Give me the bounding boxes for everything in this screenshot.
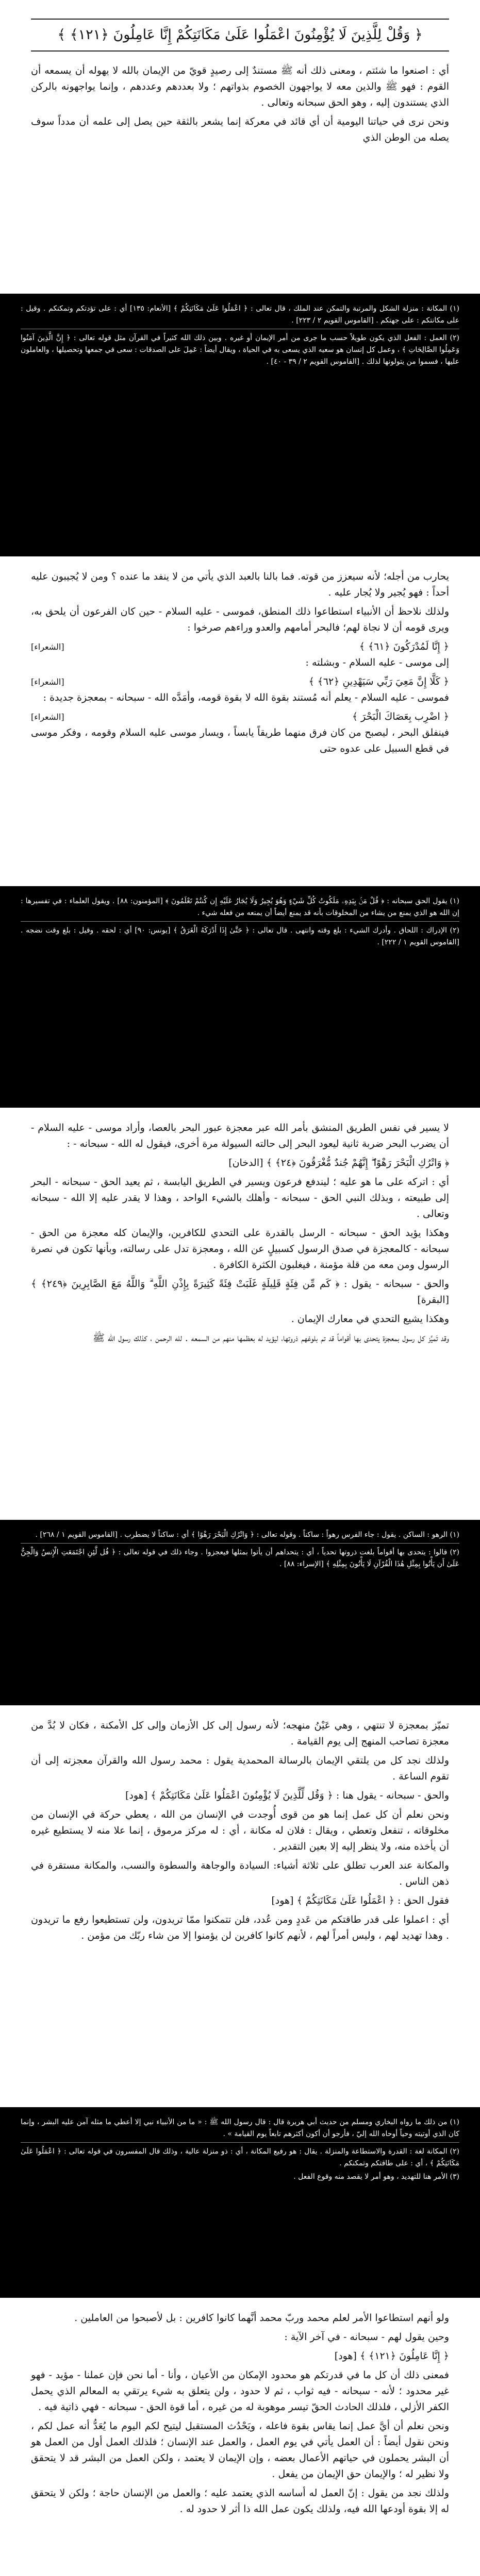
body-text xyxy=(0,725,480,757)
footnote: (٢) المكانة لغة : القدرة والاستطاعة والمنزلة . يقال : هو رفيع المكانة ، أي : ذو منزلة عالية ، وذلك قال المفسرون في قوله تعالى : ﴿ اعْمَلُوا عَلَىٰ مَكَانَتِكُمْ ﴾ ، أي : على طاقتكم وتمكنكم . xyxy=(21,2147,459,2167)
page-4 xyxy=(0,1705,480,2298)
paragraph: ولذلك نجد كل من يلتقي الإيمان بالرسالة المحمدية يقول : محمد رسول الله والقرآن معجزته إلى أن تقوم الساعة . xyxy=(31,1755,449,1782)
footnote-separator xyxy=(21,2142,459,2143)
paragraph: ﴿ إِنَّا عَامِلُونَ ﴿١٢١﴾ ﴾ [هود] xyxy=(334,2350,449,2362)
paragraph: ﴿ وَاتْرُكِ الْبَحْرَ رَهْوًا ۖ إِنَّهُمْ جُندٌ مُّغْرَقُونَ ﴿٢٤﴾ ﴾ [الدخان] xyxy=(228,1157,449,1168)
paragraph: وهكذا يشيع التحدي في معارك الإيمان . xyxy=(291,1313,449,1325)
paragraph: وقد تَميَّز كل رسول بمعجزة يتحدى بها أقواماً قد تم بلوغهم ذروتها، ليؤيد له بعظمها منهم من السمعه . لله الرحمن ، كذلك رسول الله ﷺ xyxy=(93,1332,449,1344)
footnote: (٢) العمل : الفعل الذي يكون طويلاً حسب ما جرى من أمر الإيمان أو غيره . وبين ذلك الله كثيراً في القرآن مثل قوله تعالى : ﴿ إِنَّ الَّذِينَ آمَنُوا وَعَمِلُوا الصَّالِحَاتِ ﴾ ، وعمل كل إنسان هو سعيه الذي يسعى به في الحياة ، ويقال أيضاً : عَمِلَ على الصدقات : سعى في جمعها وتحصيلها ، والعاملون عليها ، فسموا من يتولونها لذلك . [القاموس القويم ٢ / ٣٩ - ٤٠] . xyxy=(21,334,459,366)
paragraph: فمعنى ذلك أن كل ما في قدرتكم هو محدود الإمكان من الأعيان ، وأنا - أما نحن فإن عملنا - مؤيد - فهو غير محدود ؛ لأنه - سبحانه - فيه ثواب ، ثم لا حدود ، ولن يتعلق به شيء يرتقي به المعالم الذي يحمل الكفر الأزلي ، فلذلك الحادث الحقّ تيسر موهوبة له من غيره ، أما قوة الحق - سبحانه - فهي ذاتية فيه . xyxy=(31,2369,449,2413)
paragraph: ونحن نرى في حياتنا اليومية أن أي قائد في معركة إنما يشعر بالثقة حين يصل إلى علمه أن مدداً سوف يصله من الوطن الذي xyxy=(31,116,449,143)
paragraph: يحارب من أجله؛ لأنه سيعزز من قوته. فما بالنا بالعبد الذي يأتي من لا ينفد ما عنده ؟ ومن لا يُجيبون عليه أحداً : فهو يُجير ولا يُجار عليه . xyxy=(31,571,449,598)
footnote: (١) المكانة : منزلة الشكل والمرتبة والتمكن عند الملك ، قال تعالى : ﴿ اعْمَلُوا عَلَىٰ مَكَانَتِكُمْ ﴾ [الأنعام: ١٣٥] أي : على تؤدتكم وتمكنكم . وقيل : على مكانتكم : على جهتكم . [القاموس القويم ٢ / ٢٢٣] . xyxy=(21,304,459,325)
body-text xyxy=(0,63,480,146)
footnote: (٢) قالوا : يتحدى بها أقواماً بلغت ذروتها تحدياً ، أي : يتحداهم أن يأتوا بمثلها فيعجزوا . وجاء ذلك في قوله تعالى : ﴿ قُل لَّئِنِ اجْتَمَعَتِ الْإِنسُ وَالْجِنُّ عَلَىٰ أَن يَأْتُوا بِمِثْلِ هَٰذَا الْقُرْآنِ لَا يَأْتُونَ بِمِثْلِهِ ﴾ [الإسراء: ٨٨] . xyxy=(21,1548,459,1568)
page-3 xyxy=(0,1108,480,1705)
paragraph: والمكانة عند العرب تطلق على ثلاثة أشياء: السيادة والوجاهة والسطوة والنسب، والمكانة مستقرة في ذهن الناس . xyxy=(31,1860,449,1887)
footnote: (٢) الإدراك : اللحاق . وأدرك الشيء : بلغ وقته وانتهى . قال تعالى : ﴿ حَتَّىٰ إِذَا أَدْرَكَهُ الْغَرَقُ ﴾ [يونس: ٩٠] أي : لحقه . وقيل : بلغ وقت نضجه . [القاموس القويم ١ / ٢٢٢] . xyxy=(21,926,459,946)
verse-quote xyxy=(0,709,480,725)
paragraph: فينفلق البحر ، ليصبح من كان فرق منهما طريقاً يابساً ، ويسار موسى عليه السلام وقومه ، وفكر موسى في قطع السبيل على عدوه حتى xyxy=(31,727,449,754)
paragraph: ولو أنهم استطاعوا الأمر لعلم محمد وربّ محمد أنَّهما كانوا كافرين : بل لأصبحوا من العاملين . xyxy=(74,2312,449,2324)
paragraph: إلى موسى - عليه السلام - وبشلته : xyxy=(305,657,449,668)
footnotes-box xyxy=(0,2107,480,2298)
paragraph: فقول الحق : ﴿ اعْمَلُوا عَلَىٰ مَكَانَتِكُمْ ﴾ [هود] xyxy=(271,1895,449,1906)
verse-quote xyxy=(0,674,480,690)
paragraph: لا يسير في نفس الطريق المنشق بأمر الله عبر معجزة عبور البحر بالعصا، وأراد موسى - عليه السلام - أن يضرب البحر ضربة ثانية ليعود البحر إلى حالته السيولة مرة أخرى، فيقول له الله - سبحانه - : xyxy=(31,1122,449,1149)
verse-reference: [الشعراء] xyxy=(31,712,64,722)
footnotes-box xyxy=(0,886,480,1108)
footnote: (٣) الأمر هنا للتهديد ، وهو أمر لا يقصد منه وقوع الفعل . xyxy=(293,2173,459,2181)
page-5 xyxy=(0,2298,480,2576)
paragraph: ولذلك نجد من يقول : إنّ العمل له أساسه الذي يعتمد عليه ؛ والعمل من الإنسان حاجة ؛ ولكن لا يتحقق له إلا بقوة أودعها الله فيه، ولذلك يكون عمل الله ذا أثر لا حدود له . xyxy=(31,2487,449,2515)
body-text xyxy=(0,569,480,636)
footnotes-box xyxy=(0,1520,480,1705)
paragraph: ونحن نعلم أن أيَّ عمل إنما يقاس بقوة فاعله ، ويَحْدُث المستقبل ليتيح لكم اليوم ما يُعَدُّ أنه عمل لكم ، ونحن نقول أيضاً : أن العمل يأتي في يوم العمل ، والعمل عند الإنسان ؛ فلذلك العمل أول من العمل هو أن البشر يحملون في حياتهم الأعمال بعضه ، وإن الإيمان لا يعتمد ، ولكن العمل من البشر قد لا يتحقق ولا نظير له ؛ والإيمان حق الإيمان من يفعل . xyxy=(31,2420,449,2480)
verse-header-banner: ﴿ وَقُلْ لِلَّذِينَ لَا يُؤْمِنُونَ اعْمَلُوا عَلَىٰ مَكَانَتِكُمْ إِنَّا عَامِلُونَ ﴿١٢١﴾ ﴾ xyxy=(31,19,449,52)
paragraph: ونحن نعلم أن كل عمل إنما هو من قوى أُوجدت في الإنسان من الله ، يعطي حركة في الإنسان من مخلوقاته ، تنفعل وتعطي ، ويقال : فلان له مكانة ، أي : له مركز مرموق ، إنما علا منه لا يستطيع غيره أن يأخذه منه، ولا ينظر إليه إلا بعين التقدير . xyxy=(31,1809,449,1852)
paragraph: أي : اصنعوا ما شئتم ، ومعنى ذلك أنه ﷺ مستندٌ إلى رصيدٍ قويّ من الإيمان بالله لا يهوله أن يسمعه أن القوم : فهو ﷺ والذين معه لا يواجهون الخصوم بذواتهم ؛ ولا بعددهم وعددهم ، وإنما يواجهونه بالركن الذي يستندون إليه ، وهو الحق سبحانه وتعالى . xyxy=(31,65,449,108)
footnotes-box xyxy=(0,294,480,556)
verse-text: ﴿ إِنَّا لَمُدْرَكُونَ ﴿٦١﴾ ﴾ xyxy=(359,641,449,652)
paragraph: ولذلك نلاحظ أن الأنبياء استطاعوا ذلك المنطق، فموسى - عليه السلام - حين كان الفرعون أن يلحق به، ويرى قومه أن لا نجاة لهم؛ فالبحر أمامهم والعدو وراءهم صرخوا : xyxy=(31,606,449,633)
verse-quote xyxy=(0,639,480,655)
footnote-separator xyxy=(21,1543,459,1544)
verse-text: ﴿ كَلَّا إِنَّ مَعِيَ رَبِّي سَيَهْدِينِ ﴿٦٢﴾ ﴾ xyxy=(308,676,449,687)
footnote: (١) الرهو : الساكن . يقول : جاء الفرس رهواً : ساكناً . وقوله تعالى : ﴿ وَاتْرُكِ الْبَحْرَ رَهْوًا ﴾ أي : ساكناً لا يضطرب . [القاموس القويم ١ / ٢٦٨] . xyxy=(35,1531,459,1539)
page-1 xyxy=(0,0,480,556)
paragraph: فموسى - عليه السلام - يعلم أنه مُستند بقوة الله لا بقوة قومه، وأمَدَّه الله - سبحانه - بمعجزة جديدة : xyxy=(43,692,449,703)
paragraph: تميّز بمعجزة لا تنتهي ، وهي عَيْنُ منهجه؛ لأنه رسول إلى كل الأزمان وإلى كل الأمكنة ، فكان لا بُدَّ من معجزة تصاحب المنهج إلى يوم القيامة . xyxy=(31,1720,449,1747)
body-text xyxy=(0,1718,480,1944)
body-text xyxy=(0,1120,480,1346)
paragraph: أي : اتركه على ما هو عليه ؛ ليندفع فرعون ويسير في الطريق اليابسة ، ثم يعيد الحق - سبحانه - البحر إلى طبيعته ، وبذلك النبي الحق - سبحانه - وأهلك بالشيء الواحد ، وهذا لا يقدر عليه إلا الله - سبحانه وتعالى . xyxy=(31,1176,449,1219)
body-text xyxy=(0,2310,480,2517)
footnote: (١) من ذلك ما رواه البخاري ومسلم من حديث أبي هريرة قال : قال رسول الله ﷺ : « ما من الأنبياء نبي إلا أعطي ما مثله آمن عليه البشر ، وإنما كان الذي أوتيته وحياً أوحاه الله إليّ ، فأرجو أن أكون أكثرهم تابعاً يوم القيامة » . xyxy=(21,2118,459,2138)
paragraph: وهكذا يؤيد الحق - سبحانه - الرسل بالقدرة على التحدي للكافرين، والإيمان كله معجزة من الحق - سبحانه - كالمعجزة في صدق الرسول كسبيلٍ عن الله ، ومعجزة تدل على رسالته، وبأنها تكون في نصرة الرسول ومن معه من قلة مؤمنة ، فيغلبون الكثرة الكافرة . xyxy=(31,1227,449,1270)
page-2 xyxy=(0,556,480,1108)
footnote-separator xyxy=(21,921,459,922)
body-text xyxy=(0,655,480,671)
paragraph: أي : اعملوا على قدر طاقتكم من عَددٍ ومن عُدد، فلن تتمكنوا ممّا تريدون، ولن تستطيعوا رفع ما تريدون . وهذا تهديد لهم ، وليس أمراً لهم ، لأنهم كانوا كافرين لن يؤمنوا إلا من شاء ربّك من مؤمن . xyxy=(31,1914,449,1941)
paragraph: وحين يقول لهم - سبحانه - في آخر الآية : xyxy=(284,2331,449,2343)
verse-text: ﴿ اضْرِب بِعَصَاكَ الْبَحْرَ ﴾ xyxy=(352,711,449,722)
verse-reference: [الشعراء] xyxy=(31,677,64,687)
paragraph: والحق - سبحانه - يقول : ﴿ كَم مِّن فِئَةٍ قَلِيلَةٍ غَلَبَتْ فِئَةً كَثِيرَةً بِإِذْنِ اللَّهِ ۗ وَاللَّهُ مَعَ الصَّابِرِينَ ﴿٢٤٩﴾ ﴾ [البقرة] xyxy=(31,1278,449,1306)
paragraph: والحق - سبحانه - يقول هنا : ﴿ وَقُل لِّلَّذِينَ لَا يُؤْمِنُونَ اعْمَلُوا عَلَىٰ مَكَانَتِكُمْ ﴾ [هود] xyxy=(125,1790,449,1801)
verse-reference: [الشعراء] xyxy=(31,642,64,652)
body-text xyxy=(0,690,480,706)
footnote: (١) يقول الحق سبحانه : ﴿ قُلْ مَنۢ بِيَدِهِۦ مَلَكُوتُ كُلِّ شَيْءٍ وَهُوَ يُجِيرُ وَلَا يُجَارُ عَلَيْهِ إِن كُنتُمْ تَعْلَمُونَ ﴾ [المؤمنون: ٨٨] . ويقول العلماء : في تفسيرها : إن الله هو الذي يمنع من يشاء من المخلوقات بأنه قد يمنع أيضاً أن يمنعه من فعله شيء . xyxy=(21,897,460,917)
